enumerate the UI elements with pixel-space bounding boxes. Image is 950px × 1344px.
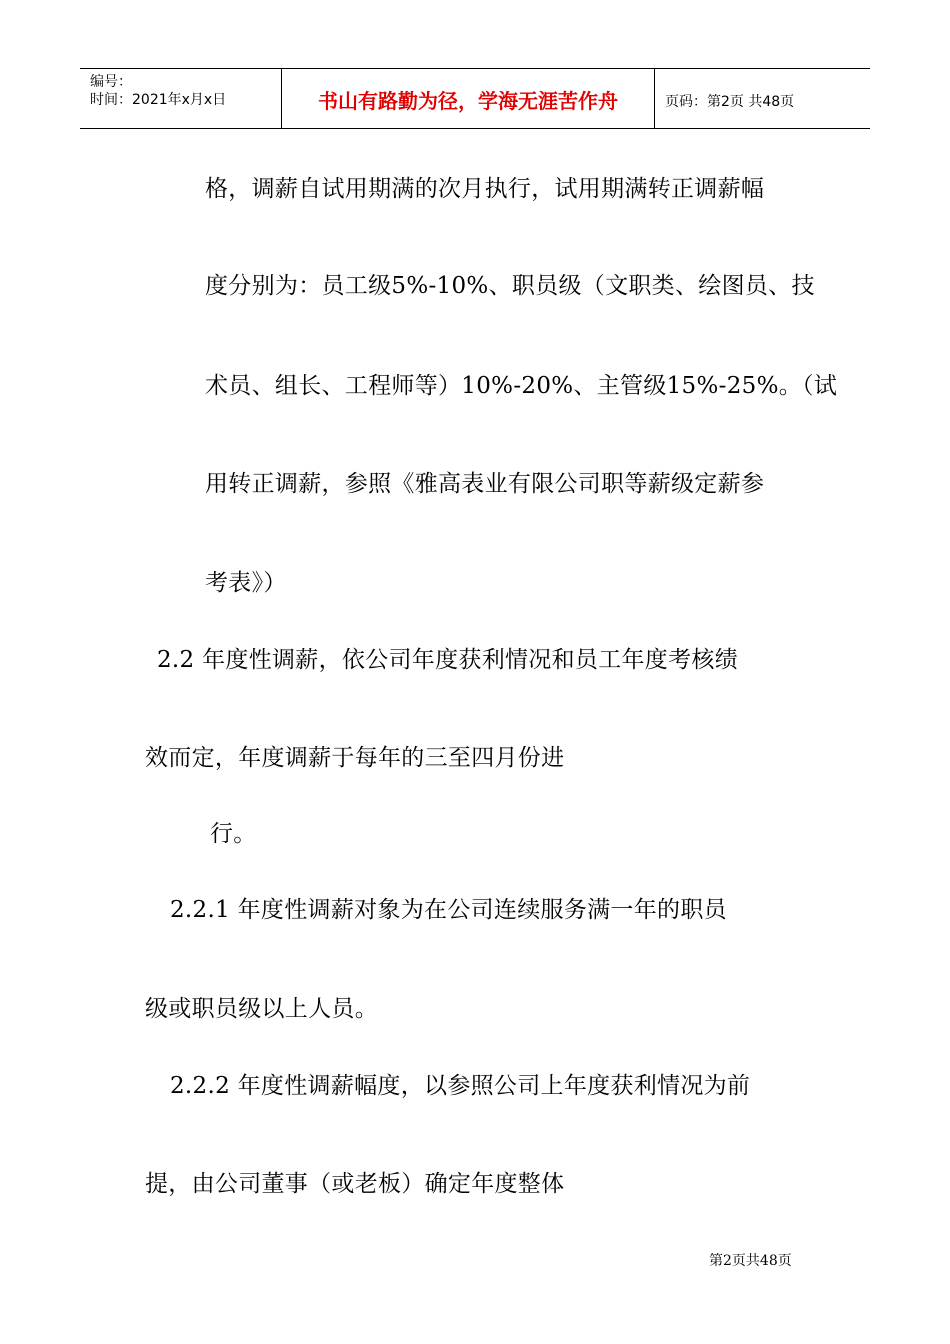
section-2-2-1-heading: 2.2.1 年度性调薪对象为在公司连续服务满一年的职员	[170, 897, 727, 923]
time-label: 时间：2021年x月x日	[90, 92, 227, 108]
body-line-10: 级或职员级以上人员。	[145, 996, 378, 1022]
body-line-12: 提，由公司董事（或老板）确定年度整体	[145, 1171, 565, 1197]
body-line-1: 格，调薪自试用期满的次月执行，试用期满转正调薪幅	[205, 176, 765, 202]
body-line-7: 效而定，年度调薪于每年的三至四月份进	[145, 745, 565, 771]
body-line-8: 行。	[210, 821, 257, 847]
header-page-cell	[655, 69, 870, 128]
body-line-4: 用转正调薪，参照《雅高表业有限公司职等薪级定薪参	[205, 471, 765, 497]
section-2-2-2-heading: 2.2.2 年度性调薪幅度，以参照公司上年度获利情况为前	[170, 1073, 751, 1099]
body-line-5: 考表》）	[205, 570, 287, 596]
motto-text: 书山有路勤为径，学海无涯苦作舟	[318, 89, 618, 113]
body-line-2: 度分别为：员工级5%-10%、职员级（文职类、绘图员、技	[205, 273, 815, 299]
page-header	[80, 68, 870, 129]
header-info-cell	[80, 69, 282, 128]
serial-number-label: 编号：	[90, 74, 132, 90]
header-motto-cell	[282, 69, 655, 128]
page-info: 页码：第2页 共48页	[665, 94, 795, 110]
page-footer: 第2页共48页	[709, 1253, 792, 1269]
body-line-3: 术员、组长、工程师等）10%-20%、主管级15%-25%。（试	[205, 373, 838, 399]
section-2-2-heading: 2.2 年度性调薪，依公司年度获利情况和员工年度考核绩	[157, 647, 738, 673]
